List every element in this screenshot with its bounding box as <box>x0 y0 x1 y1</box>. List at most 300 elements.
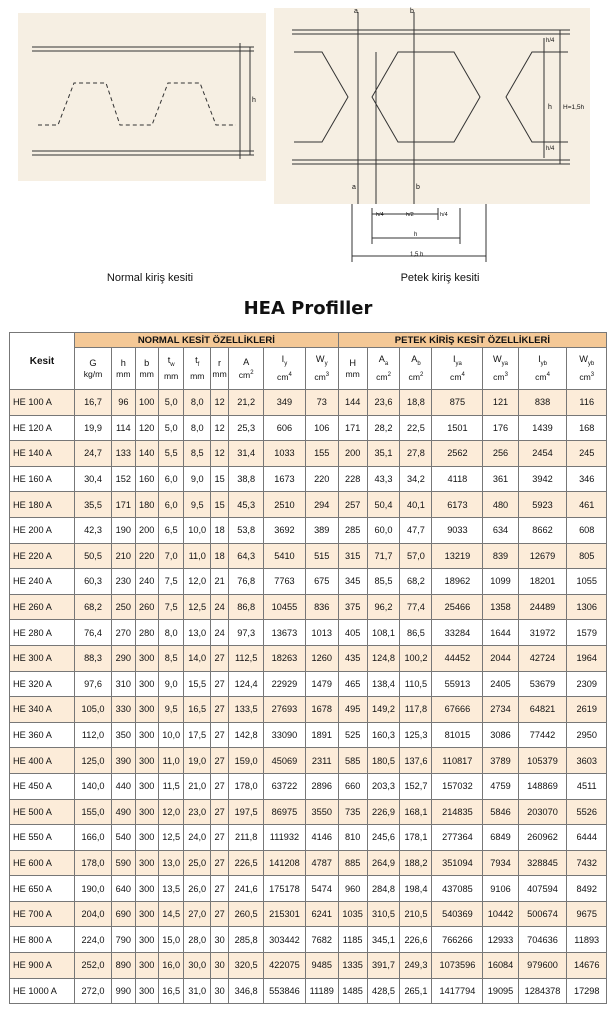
table-cell: 300 <box>135 671 158 697</box>
table-cell: 300 <box>135 748 158 774</box>
table-cell: 200 <box>135 517 158 543</box>
table-cell: 890 <box>112 953 135 979</box>
table-cell: 157032 <box>432 773 483 799</box>
table-cell: 245 <box>567 441 607 467</box>
table-cell: 810 <box>338 825 367 851</box>
table-cell: 7,5 <box>158 594 184 620</box>
table-cell: 428,5 <box>367 978 400 1004</box>
unit-exponent: 4 <box>288 371 292 378</box>
table-cell: 11,0 <box>158 748 184 774</box>
table-cell: 5923 <box>518 492 567 518</box>
profile-name-cell: HE 800 A <box>10 927 75 953</box>
column-header <box>211 348 229 390</box>
table-cell: 284,8 <box>367 876 400 902</box>
table-cell: 300 <box>135 978 158 1004</box>
table-cell: 114 <box>112 415 135 441</box>
column-unit <box>484 370 516 383</box>
table-cell: 18 <box>211 543 229 569</box>
table-cell: 704636 <box>518 927 567 953</box>
table-cell: 35,1 <box>367 441 400 467</box>
table-cell: 1185 <box>338 927 367 953</box>
table-cell: 3603 <box>567 748 607 774</box>
profile-name-cell: HE 360 A <box>10 722 75 748</box>
column-subscript: y <box>284 360 288 367</box>
table-cell: 9033 <box>432 517 483 543</box>
table-cell: 1964 <box>567 645 607 671</box>
profile-name-cell: HE 300 A <box>10 645 75 671</box>
table-cell: 34,2 <box>400 466 432 492</box>
table-cell: 330 <box>112 697 135 723</box>
table-cell: 265,1 <box>400 978 432 1004</box>
table-cell: 7432 <box>567 850 607 876</box>
table-cell: 160 <box>135 466 158 492</box>
column-unit <box>76 369 110 380</box>
table-row <box>10 671 607 697</box>
profile-name-cell: HE 160 A <box>10 466 75 492</box>
table-cell: 2405 <box>483 671 518 697</box>
table-cell: 5410 <box>264 543 305 569</box>
table-cell: 13,0 <box>158 850 184 876</box>
column-header <box>518 348 567 390</box>
table-cell: 310 <box>112 671 135 697</box>
table-cell: 9,5 <box>158 697 184 723</box>
table-cell: 27 <box>211 850 229 876</box>
table-cell: 17298 <box>567 978 607 1004</box>
dim-h4-right: h/4 <box>440 212 448 218</box>
column-unit <box>137 369 157 380</box>
table-cell: 328845 <box>518 850 567 876</box>
table-cell: 346 <box>567 466 607 492</box>
table-cell: 68,2 <box>74 594 111 620</box>
table-cell: 110,5 <box>400 671 432 697</box>
normal-beam-drawing <box>18 13 266 181</box>
table-cell: 12 <box>211 441 229 467</box>
table-cell: 10,0 <box>158 722 184 748</box>
table-cell: 440 <box>112 773 135 799</box>
table-cell: 137,6 <box>400 748 432 774</box>
table-cell: 1678 <box>305 697 338 723</box>
table-cell: 391,7 <box>367 953 400 979</box>
table-cell: 437085 <box>432 876 483 902</box>
unit-exponent: 2 <box>387 371 391 378</box>
table-cell: 53,8 <box>229 517 264 543</box>
table-cell: 22,5 <box>400 415 432 441</box>
table-cell: 16,5 <box>158 978 184 1004</box>
profile-name-cell: HE 240 A <box>10 569 75 595</box>
table-cell: 203,3 <box>367 773 400 799</box>
table-cell: 1417794 <box>432 978 483 1004</box>
table-cell: 585 <box>338 748 367 774</box>
unit-text: cm <box>376 371 388 382</box>
table-cell: 2454 <box>518 441 567 467</box>
table-cell: 7763 <box>264 569 305 595</box>
table-cell: 13673 <box>264 620 305 646</box>
table-cell: 30 <box>211 927 229 953</box>
column-header <box>74 348 111 390</box>
table-cell: 50,5 <box>74 543 111 569</box>
table-cell: 6241 <box>305 901 338 927</box>
table-cell: 260,5 <box>229 901 264 927</box>
table-cell: 200 <box>338 441 367 467</box>
table-cell: 30 <box>211 953 229 979</box>
table-cell: 45069 <box>264 748 305 774</box>
table-row <box>10 825 607 851</box>
table-cell: 515 <box>305 543 338 569</box>
table-cell: 76,4 <box>74 620 111 646</box>
table-cell: 405 <box>338 620 367 646</box>
table-cell: 300 <box>135 722 158 748</box>
table-cell: 24 <box>211 620 229 646</box>
table-row <box>10 722 607 748</box>
table-cell: 33090 <box>264 722 305 748</box>
column-header <box>264 348 305 390</box>
table-cell: 214835 <box>432 799 483 825</box>
petek-a-top-label: a <box>354 8 358 15</box>
table-cell: 5526 <box>567 799 607 825</box>
profile-name-cell: HE 550 A <box>10 825 75 851</box>
table-cell: 3086 <box>483 722 518 748</box>
table-cell: 45,3 <box>229 492 264 518</box>
table-cell: 300 <box>135 697 158 723</box>
column-header <box>158 348 184 390</box>
column-symbol: W <box>579 354 588 365</box>
table-cell: 100,2 <box>400 645 432 671</box>
table-cell: 351094 <box>432 850 483 876</box>
kesit-header: Kesit <box>10 333 75 390</box>
table-cell: 608 <box>567 517 607 543</box>
unit-exponent: 4 <box>461 371 465 378</box>
table-row <box>10 901 607 927</box>
table-cell: 480 <box>483 492 518 518</box>
table-cell: 590 <box>112 850 135 876</box>
table-cell: 30,4 <box>74 466 111 492</box>
table-cell: 838 <box>518 390 567 416</box>
table-cell: 60,3 <box>74 569 111 595</box>
table-cell: 1479 <box>305 671 338 697</box>
table-row <box>10 697 607 723</box>
unit-exponent: 3 <box>325 371 330 378</box>
table-cell: 4146 <box>305 825 338 851</box>
column-header <box>112 348 135 390</box>
table-cell: 159,0 <box>229 748 264 774</box>
table-cell: 300 <box>135 799 158 825</box>
table-cell: 690 <box>112 901 135 927</box>
table-cell: 7,5 <box>158 569 184 595</box>
table-cell: 6,0 <box>158 492 184 518</box>
table-cell: 3692 <box>264 517 305 543</box>
table-cell: 55913 <box>432 671 483 697</box>
column-symbol: A <box>411 354 418 365</box>
unit-text: mm <box>190 370 205 381</box>
table-cell: 155,0 <box>74 799 111 825</box>
column-unit <box>265 370 303 383</box>
table-cell: 15,0 <box>158 927 184 953</box>
petek-b-bottom-label: b <box>416 184 420 191</box>
table-cell: 141208 <box>264 850 305 876</box>
table-cell: 24489 <box>518 594 567 620</box>
unit-text: cm <box>277 371 289 382</box>
column-symbol: I <box>452 354 456 365</box>
table-cell: 142,8 <box>229 722 264 748</box>
table-cell: 1673 <box>264 466 305 492</box>
table-cell: 178,0 <box>74 850 111 876</box>
table-row <box>10 927 607 953</box>
table-cell: 2309 <box>567 671 607 697</box>
unit-exponent: 3 <box>504 371 508 378</box>
table-cell: 15,5 <box>184 671 211 697</box>
table-cell: 540 <box>112 825 135 851</box>
column-unit <box>568 370 605 383</box>
unit-text: cm <box>408 371 420 382</box>
column-subscript: f <box>197 361 200 368</box>
table-cell: 8,0 <box>184 390 211 416</box>
unit-text: mm <box>116 368 131 379</box>
dim-h4-left: h/4 <box>376 212 384 218</box>
table-cell: 280 <box>135 620 158 646</box>
profile-name-cell: HE 220 A <box>10 543 75 569</box>
table-cell: 97,3 <box>229 620 264 646</box>
table-cell: 17,5 <box>184 722 211 748</box>
table-cell: 168 <box>567 415 607 441</box>
table-cell: 27,0 <box>184 901 211 927</box>
column-subscript: w <box>170 361 175 368</box>
table-row <box>10 876 607 902</box>
profile-name-cell: HE 400 A <box>10 748 75 774</box>
table-cell: 24,0 <box>184 825 211 851</box>
column-symbol: I <box>538 354 541 365</box>
table-cell: 28,2 <box>367 415 400 441</box>
table-cell: 257 <box>338 492 367 518</box>
table-cell: 979600 <box>518 953 567 979</box>
table-cell: 1035 <box>338 901 367 927</box>
table-cell: 1260 <box>305 645 338 671</box>
table-cell: 1284378 <box>518 978 567 1004</box>
column-header <box>567 348 607 390</box>
table-cell: 290 <box>112 645 135 671</box>
table-cell: 6444 <box>567 825 607 851</box>
table-cell: 361 <box>483 466 518 492</box>
table-cell: 86,5 <box>400 620 432 646</box>
table-cell: 300 <box>135 825 158 851</box>
table-cell: 1579 <box>567 620 607 646</box>
petek-dimensions <box>350 204 490 266</box>
table-row <box>10 569 607 595</box>
table-cell: 960 <box>338 876 367 902</box>
column-symbol: t <box>195 355 198 366</box>
table-cell: 461 <box>567 492 607 518</box>
table-cell: 211,8 <box>229 825 264 851</box>
table-cell: 226,6 <box>400 927 432 953</box>
table-cell: 260 <box>135 594 158 620</box>
petek-b-top-label: b <box>410 8 414 15</box>
table-cell: 171 <box>112 492 135 518</box>
profile-name-cell: HE 600 A <box>10 850 75 876</box>
table-cell: 5,0 <box>158 415 184 441</box>
table-cell: 224,0 <box>74 927 111 953</box>
column-header <box>338 348 367 390</box>
table-cell: 68,2 <box>400 569 432 595</box>
dim-1-5h: 1,5 h <box>410 252 424 258</box>
table-cell: 11,5 <box>158 773 184 799</box>
table-cell: 9106 <box>483 876 518 902</box>
table-cell: 35,5 <box>74 492 111 518</box>
table-cell: 14,5 <box>158 901 184 927</box>
table-cell: 885 <box>338 850 367 876</box>
table-cell: 16,7 <box>74 390 111 416</box>
table-cell: 111932 <box>264 825 305 851</box>
column-subscript: b <box>417 360 421 367</box>
column-subscript: y <box>324 360 328 367</box>
table-cell: 12,5 <box>158 825 184 851</box>
table-cell: 100 <box>135 390 158 416</box>
table-cell: 25,3 <box>229 415 264 441</box>
table-cell: 43,3 <box>367 466 400 492</box>
table-cell: 389 <box>305 517 338 543</box>
table-cell: 1358 <box>483 594 518 620</box>
table-cell: 27 <box>211 645 229 671</box>
column-unit <box>307 370 337 383</box>
profile-name-cell: HE 1000 A <box>10 978 75 1004</box>
table-cell: 2896 <box>305 773 338 799</box>
table-cell: 77442 <box>518 722 567 748</box>
table-cell: 133 <box>112 441 135 467</box>
table-cell: 27 <box>211 671 229 697</box>
table-cell: 465 <box>338 671 367 697</box>
profile-name-cell: HE 200 A <box>10 517 75 543</box>
table-cell: 180,5 <box>367 748 400 774</box>
table-cell: 215301 <box>264 901 305 927</box>
table-cell: 10442 <box>483 901 518 927</box>
table-cell: 21 <box>211 569 229 595</box>
table-cell: 168,1 <box>400 799 432 825</box>
table-cell: 63722 <box>264 773 305 799</box>
table-cell: 1099 <box>483 569 518 595</box>
table-cell: 24 <box>211 594 229 620</box>
table-cell: 180 <box>135 492 158 518</box>
table-cell: 140 <box>135 441 158 467</box>
table-cell: 47,7 <box>400 517 432 543</box>
table-cell: 9675 <box>567 901 607 927</box>
table-cell: 315 <box>338 543 367 569</box>
table-cell: 18962 <box>432 569 483 595</box>
unit-exponent: 4 <box>546 371 550 378</box>
table-row <box>10 441 607 467</box>
table-row <box>10 953 607 979</box>
table-cell: 285 <box>338 517 367 543</box>
table-cell: 6,5 <box>158 517 184 543</box>
table-cell: 40,1 <box>400 492 432 518</box>
table-cell: 50,4 <box>367 492 400 518</box>
table-cell: 1485 <box>338 978 367 1004</box>
column-symbol: b <box>144 357 150 368</box>
petek-h4-bottom-label: h/4 <box>546 146 555 152</box>
table-cell: 21,0 <box>184 773 211 799</box>
table-cell: 490 <box>112 799 135 825</box>
table-cell: 300 <box>135 850 158 876</box>
table-cell: 210 <box>112 543 135 569</box>
table-cell: 1055 <box>567 569 607 595</box>
table-cell: 226,5 <box>229 850 264 876</box>
petek-h-label: h <box>548 104 552 111</box>
table-cell: 766266 <box>432 927 483 953</box>
table-cell: 76,8 <box>229 569 264 595</box>
table-cell: 60,0 <box>367 517 400 543</box>
column-header <box>483 348 518 390</box>
table-cell: 1306 <box>567 594 607 620</box>
table-cell: 375 <box>338 594 367 620</box>
table-cell: 18 <box>211 517 229 543</box>
table-cell: 175178 <box>264 876 305 902</box>
table-cell: 640 <box>112 876 135 902</box>
table-cell: 1644 <box>483 620 518 646</box>
table-cell: 112,0 <box>74 722 111 748</box>
table-cell: 6173 <box>432 492 483 518</box>
table-cell: 2311 <box>305 748 338 774</box>
table-cell: 349 <box>264 390 305 416</box>
profile-name-cell: HE 500 A <box>10 799 75 825</box>
table-cell: 14,0 <box>184 645 211 671</box>
table-cell: 30,0 <box>184 953 211 979</box>
normal-h-label: h <box>252 97 256 104</box>
table-cell: 25466 <box>432 594 483 620</box>
table-cell: 310,5 <box>367 901 400 927</box>
table-cell: 117,8 <box>400 697 432 723</box>
table-cell: 22929 <box>264 671 305 697</box>
unit-text: mm <box>164 370 179 381</box>
table-cell: 5474 <box>305 876 338 902</box>
table-cell: 64821 <box>518 697 567 723</box>
table-cell: 16,0 <box>158 953 184 979</box>
table-cell: 300 <box>135 645 158 671</box>
table-cell: 14676 <box>567 953 607 979</box>
table-row <box>10 415 607 441</box>
profile-name-cell: HE 260 A <box>10 594 75 620</box>
table-cell: 2510 <box>264 492 305 518</box>
table-cell: 38,8 <box>229 466 264 492</box>
table-cell: 116 <box>567 390 607 416</box>
profile-name-cell: HE 450 A <box>10 773 75 799</box>
table-cell: 1891 <box>305 722 338 748</box>
column-symbol: W <box>315 354 325 365</box>
table-cell: 178,0 <box>229 773 264 799</box>
table-cell: 8,5 <box>184 441 211 467</box>
table-cell: 27 <box>211 799 229 825</box>
table-cell: 9,5 <box>184 492 211 518</box>
table-cell: 12933 <box>483 927 518 953</box>
page-title: HEA Profiller <box>243 298 373 319</box>
table-cell: 110817 <box>432 748 483 774</box>
column-symbol: A <box>378 354 385 365</box>
table-cell: 198,4 <box>400 876 432 902</box>
table-cell: 3789 <box>483 748 518 774</box>
table-cell: 13,0 <box>184 620 211 646</box>
table-cell: 4759 <box>483 773 518 799</box>
table-cell: 25,0 <box>184 850 211 876</box>
table-cell: 19,9 <box>74 415 111 441</box>
unit-text: cm <box>450 371 462 382</box>
table-cell: 31,4 <box>229 441 264 467</box>
profile-name-cell: HE 320 A <box>10 671 75 697</box>
column-unit <box>230 368 262 381</box>
table-cell: 12679 <box>518 543 567 569</box>
table-cell: 124,8 <box>367 645 400 671</box>
table-cell: 31,0 <box>184 978 211 1004</box>
table-cell: 27 <box>211 722 229 748</box>
column-unit <box>401 370 430 383</box>
table-cell: 16084 <box>483 953 518 979</box>
table-cell: 3942 <box>518 466 567 492</box>
table-cell: 8662 <box>518 517 567 543</box>
